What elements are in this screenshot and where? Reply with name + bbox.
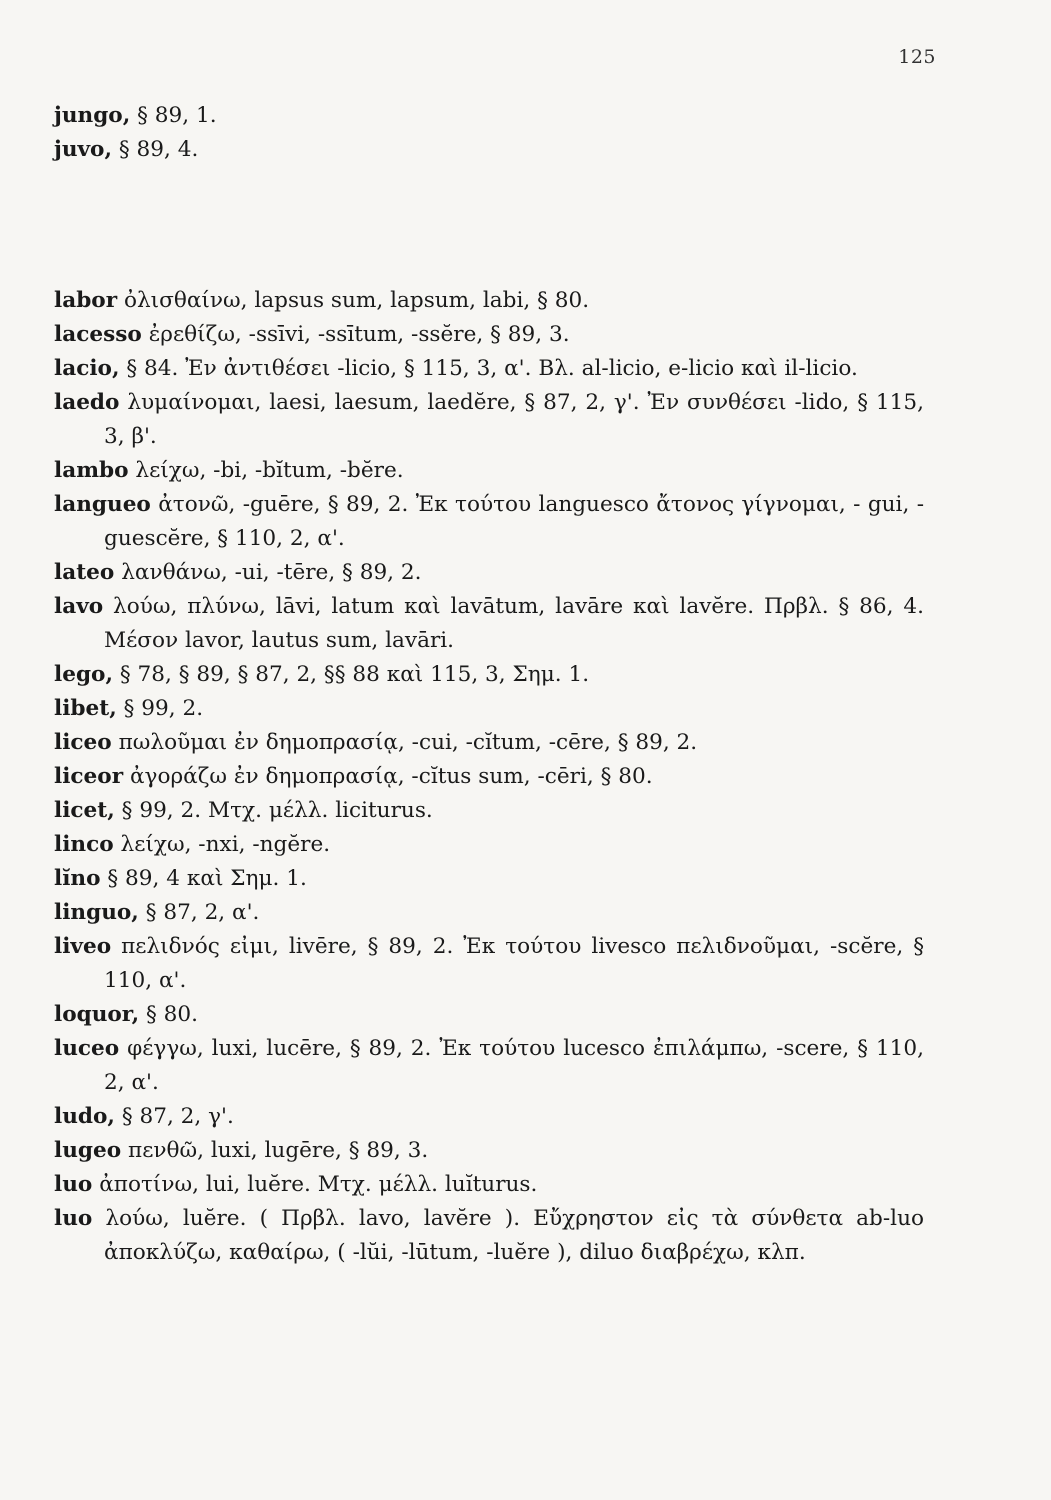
entry-text: λούω, luĕre. ( Πρβλ. lavo, lavĕre ). Εὔχρηστον εἰς τὰ σύνθετα ab-luo ἀποκλύζω, καθαίρω, ( -lŭi, -lūtum, -luĕre ), diluo διαβρέχω, κλπ. [104,1206,924,1265]
dictionary-entry [54,930,924,998]
entry-text: λείχω, -bi, -bĭtum, -bĕre. [135,458,404,483]
entries-block-j [54,99,924,167]
entry-text: § 84. Ἐν ἀντιθέσει -licio, § 115, 3, α'. Βλ. al-licio, e-licio καὶ il-licio. [126,356,858,381]
entry-headword: liceor [54,764,124,789]
entry-headword: lacio, [54,356,120,381]
dictionary-entry [54,1168,924,1202]
entry-headword: loquor, [54,1002,140,1027]
entry-headword: luo [54,1206,93,1231]
dictionary-entry [54,488,924,556]
entry-text: λυμαίνομαι, laesi, laesum, laedĕre, § 87, 2, γ'. Ἐν συνθέσει -lido, § 115, 3, β'. [104,390,924,449]
dictionary-entry [54,352,924,386]
entry-headword: lego, [54,662,113,687]
dictionary-entry [54,318,924,352]
entry-headword: lacesso [54,322,142,347]
dictionary-entry [54,760,924,794]
entry-headword: luo [54,1172,93,1197]
dictionary-entry [54,1032,924,1100]
entry-headword: lambo [54,458,129,483]
dictionary-entry [54,556,924,590]
entry-text: § 80. [146,1002,199,1027]
dictionary-entry [54,386,924,454]
entry-headword: linguo, [54,900,139,925]
entry-text: § 99, 2. [123,696,204,721]
entry-text: ἀτονῶ, -guēre, § 89, 2. Ἐκ τούτου languesco ἄτονος γίγνομαι, - gui, - guescĕre, § 110, 2, α'. [104,492,924,551]
entry-headword: libet, [54,696,117,721]
entry-headword: liveo [54,934,112,959]
entry-text: § 87, 2, γ'. [121,1104,234,1129]
entry-text: ὀλισθαίνω, lapsus sum, lapsum, labi, § 80. [123,288,590,313]
entry-text: § 89, 4 καὶ Σημ. 1. [107,866,307,891]
dictionary-entry [54,862,924,896]
entry-headword: langueo [54,492,151,517]
entry-headword: lugeo [54,1138,122,1163]
dictionary-entry [54,1100,924,1134]
entry-headword: juvo, [54,137,112,162]
entry-text: § 89, 1. [137,103,217,128]
dictionary-entry [54,590,924,658]
entry-headword: licet, [54,798,115,823]
entry-headword: linco [54,832,114,857]
dictionary-entry [54,794,924,828]
dictionary-entry [54,1134,924,1168]
entry-text: πενθῶ, luxi, lugēre, § 89, 3. [128,1138,429,1163]
entry-headword: lĭno [54,866,101,891]
entry-headword: lateo [54,560,115,585]
entries-block-l [54,284,924,1270]
dictionary-entry [54,896,924,930]
dictionary-entry [54,658,924,692]
dictionary-entry [54,1202,924,1270]
entry-headword: jungo, [54,103,131,128]
entry-text: πελιδνός εἰμι, livēre, § 89, 2. Ἐκ τούτου livesco πελιδνοῦμαι, -scĕre, § 110, α'. [104,934,924,993]
entry-text: § 89, 4. [118,137,199,162]
dictionary-entry [54,99,924,133]
entry-headword: luceo [54,1036,120,1061]
entry-headword: laedo [54,390,120,415]
entry-headword: liceo [54,730,112,755]
dictionary-entry [54,133,924,167]
page-number: 125 [898,46,936,68]
dictionary-entry [54,726,924,760]
entry-text: § 99, 2. Μτχ. μέλλ. liciturus. [121,798,433,823]
dictionary-entry [54,284,924,318]
entry-text: λανθάνω, -ui, -tēre, § 89, 2. [121,560,422,585]
dictionary-entry [54,692,924,726]
entry-text: λούω, πλύνω, lāvi, latum καὶ lavātum, lavāre καὶ lavĕre. Πρβλ. § 86, 4. Μέσον lavor, lautus sum, lavāri. [104,594,924,653]
entry-text: ἐρεθίζω, -ssīvi, -ssītum, -ssĕre, § 89, 3. [148,322,570,347]
entry-text: πωλοῦμαι ἐν δημοπρασίᾳ, -cui, -cĭtum, -cēre, § 89, 2. [118,730,698,755]
entry-text: ἀποτίνω, lui, luĕre. Μτχ. μέλλ. luĭturus. [99,1172,538,1197]
entry-text: φέγγω, luxi, lucēre, § 89, 2. Ἐκ τούτου lucesco ἐπιλάμπω, -scere, § 110, 2, α'. [104,1036,924,1095]
dictionary-entry [54,998,924,1032]
entry-text: λείχω, -nxi, -ngĕre. [120,832,331,857]
entry-text: § 78, § 89, § 87, 2, §§ 88 καὶ 115, 3, Σημ. 1. [119,662,590,687]
dictionary-entry [54,828,924,862]
dictionary-entry [54,454,924,488]
entry-headword: labor [54,288,118,313]
entry-headword: ludo, [54,1104,115,1129]
entry-headword: lavo [54,594,104,619]
entry-text: § 87, 2, α'. [145,900,260,925]
entry-text: ἀγοράζω ἐν δημοπρασίᾳ, -cĭtus sum, -cēri, § 80. [129,764,653,789]
